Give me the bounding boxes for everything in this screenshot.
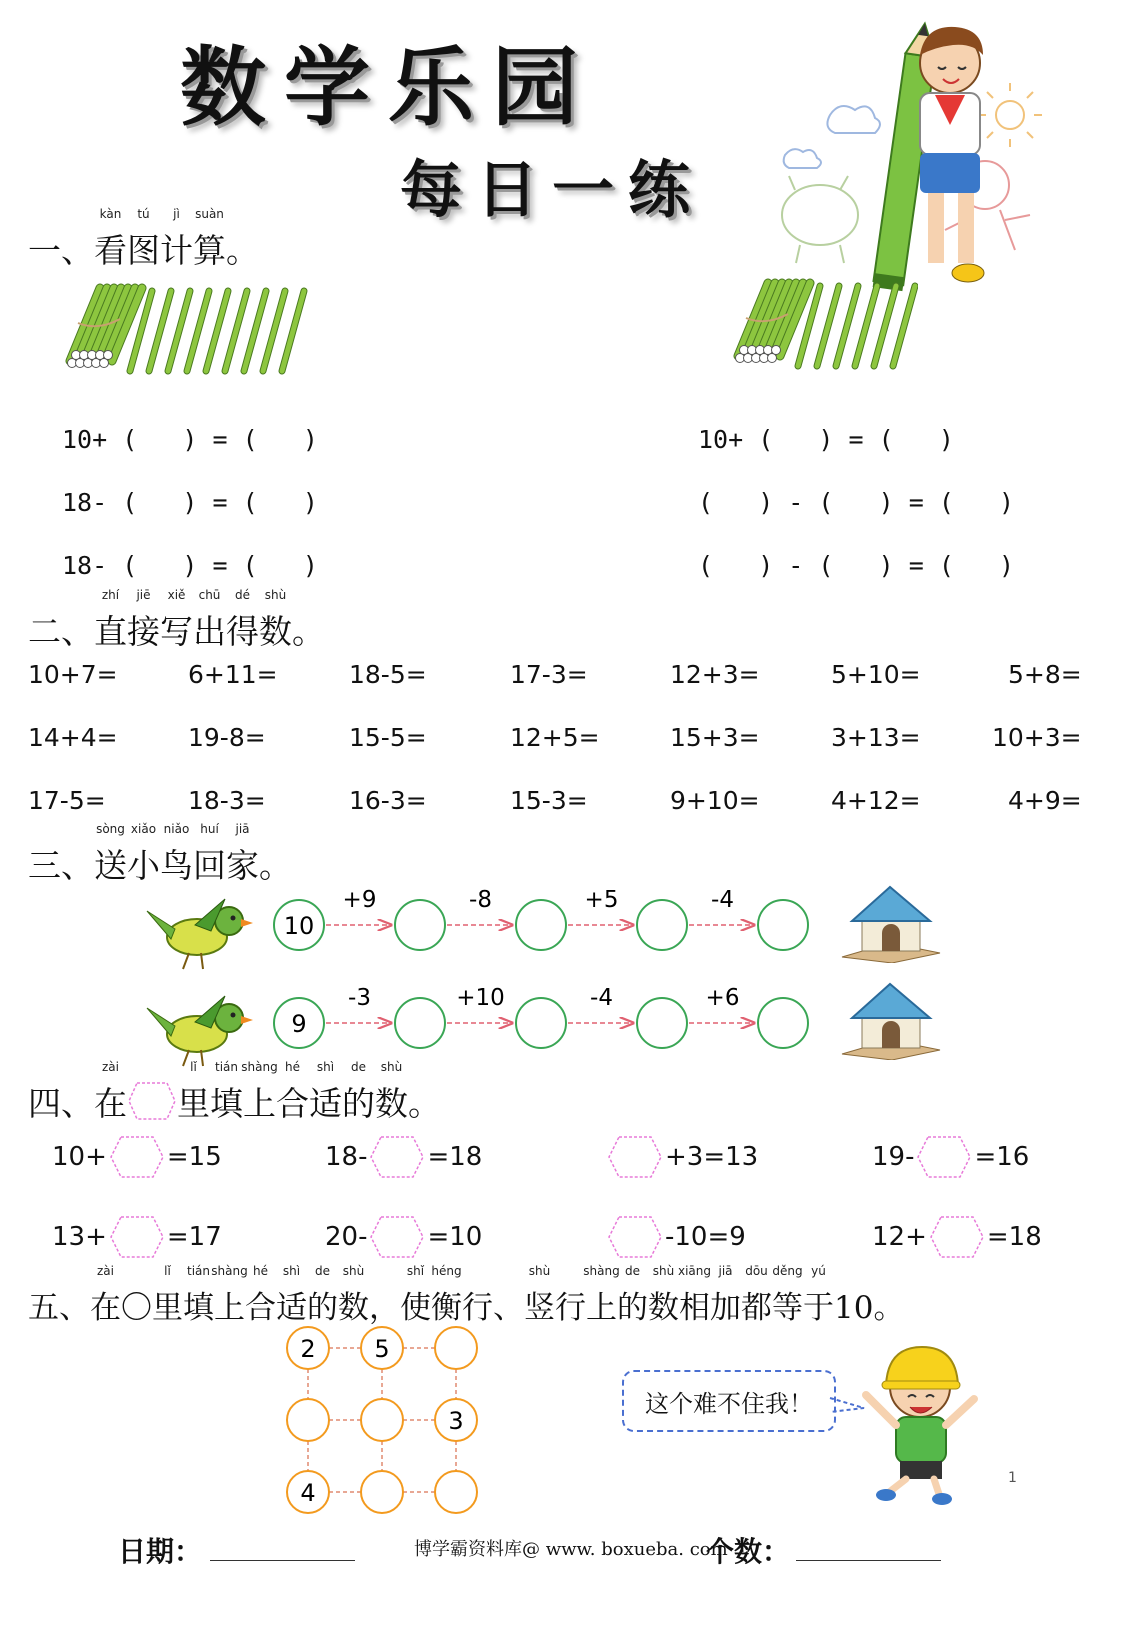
chain-circle [516, 998, 566, 1048]
heading-char: 数 shù [648, 1264, 679, 1326]
hex-exercise-post: =16 [974, 1142, 1030, 1172]
heading-char: 计 jì [160, 207, 193, 270]
heading-char: 得 dé [226, 588, 259, 651]
chain-start-number: 9 [291, 1010, 307, 1038]
pinyin: zhí [101, 588, 120, 602]
hex-exercise [325, 1215, 482, 1259]
section2-number: 二、 [28, 612, 94, 651]
heading-char: 于 yú [803, 1264, 834, 1326]
pinyin: zài [97, 1264, 114, 1278]
hex-exercise-post: =15 [166, 1142, 222, 1172]
bird-icon [145, 893, 253, 971]
pinyin: tián [187, 1264, 210, 1278]
pinyin: dōu [745, 1264, 768, 1278]
answer-hexagon[interactable] [109, 1215, 165, 1259]
heading-char: 小 xiǎo [127, 822, 160, 885]
s1-left-eq-2: 18- ( ) = ( ) [62, 488, 318, 517]
hex-exercise-pre: 20- [325, 1222, 368, 1252]
heading-char: 数 shù [259, 588, 292, 651]
section3-number: 三、 [28, 846, 94, 885]
section4-end-mark: 。 [408, 1084, 441, 1123]
pinyin: de [315, 1264, 330, 1278]
drill-item: 17-3= [510, 660, 588, 689]
date-label: 日期： [118, 1535, 203, 1568]
drill-item: 4+12= [831, 786, 921, 815]
answer-hexagon[interactable] [109, 1135, 165, 1179]
grid-circle-blank [361, 1471, 403, 1513]
section2-heading [28, 588, 325, 653]
pinyin: shǐ [406, 1264, 425, 1278]
house-icon [838, 980, 943, 1060]
heading-char: 图 tú [127, 207, 160, 270]
heading-char: 上 shàng [583, 1264, 620, 1326]
heading-char: 行 [555, 1290, 586, 1326]
bird-chain-2 [265, 983, 825, 1063]
heading-char: 相 xiāng [677, 1264, 712, 1326]
pinyin: shàng [211, 1264, 248, 1278]
section5-number: 五、 [28, 1290, 90, 1326]
answer-hexagon[interactable] [929, 1215, 985, 1259]
pinyin: lǐ [190, 1060, 197, 1074]
section1-number: 一、 [28, 231, 94, 270]
drill-item: 12+5= [510, 723, 600, 752]
heading-char: 在 zài [94, 1060, 127, 1123]
heading-char: 算 suàn [193, 207, 226, 270]
section4-heading [28, 1060, 441, 1125]
watermark-text: 博学霸资料库@ www. boxueba. com [410, 1535, 732, 1561]
heading-char: 写 xiě [160, 588, 193, 651]
heading-char: 家 jiā [226, 822, 259, 885]
pinyin: lǐ [164, 1264, 171, 1278]
pinyin: tú [137, 207, 150, 221]
date-input-line[interactable] [210, 1560, 355, 1561]
s1-right-eq-1: 10+ ( ) = ( ) [698, 425, 954, 454]
chain-circle [758, 998, 808, 1048]
drill-item: 4+9= [1008, 786, 1082, 815]
s1-left-eq-3: 18- ( ) = ( ) [62, 551, 318, 580]
heading-char: 的 de [307, 1264, 338, 1326]
drill-item: 15+3= [670, 723, 760, 752]
section5-end-mark: 。 [873, 1290, 905, 1326]
number-grid [282, 1320, 492, 1515]
answer-hexagon[interactable] [369, 1135, 425, 1179]
pinyin: hé [285, 1060, 300, 1074]
drill-item: 16-3= [349, 786, 427, 815]
pinyin: shù [264, 588, 287, 602]
answer-hexagon[interactable] [607, 1135, 663, 1179]
bird-icon [145, 990, 253, 1068]
pinyin: jiā [235, 822, 250, 836]
section1-heading [28, 207, 259, 272]
heading-char: 送 sòng [94, 822, 127, 885]
hex-exercise-post: =18 [427, 1142, 483, 1172]
pinyin: shù [342, 1264, 365, 1278]
drill-item: 10+3= [992, 723, 1082, 752]
hex-exercise-pre: 10+ [52, 1142, 107, 1172]
drill-item: 10+7= [28, 660, 118, 689]
pinyin: hé [253, 1264, 268, 1278]
heading-char: 上 shàng [241, 1060, 278, 1123]
grid-circle-blank [435, 1471, 477, 1513]
heading-char: 行 [462, 1290, 493, 1326]
pinyin: héng [431, 1264, 462, 1278]
hex-exercise [872, 1215, 1042, 1259]
hex-exercise [872, 1135, 1029, 1179]
chain-start-number: 10 [283, 912, 315, 940]
heading-char: ， [369, 1290, 400, 1326]
heading-char: 里 lǐ [152, 1264, 183, 1326]
section1-end-mark: 。 [226, 231, 259, 270]
drill-item: 5+10= [831, 660, 921, 689]
heading-char: 合 hé [276, 1060, 309, 1123]
grid-number: 2 [300, 1335, 316, 1363]
heading-char: 接 jiē [127, 588, 160, 651]
pinyin: chū [198, 588, 221, 602]
grid-circle-blank [435, 1327, 477, 1369]
section2-end-mark: 。 [292, 612, 325, 651]
boy-with-pencil-illustration [760, 15, 1050, 305]
heading-char: 等 děng [772, 1264, 803, 1326]
heading-char: 10 [834, 1290, 874, 1326]
heading-char: 竖 shù [524, 1264, 555, 1326]
house-icon [838, 883, 943, 963]
hex-exercises [0, 1135, 1125, 1275]
kid-yellow-hat-illustration [850, 1345, 980, 1505]
chain-circle [637, 998, 687, 1048]
heading-char: 的 de [342, 1060, 375, 1123]
pinyin: xiāng [677, 1264, 712, 1278]
chain-operation: -4 [711, 887, 734, 913]
hex-exercise-post: +3=13 [665, 1142, 759, 1172]
pinyin: xiǎo [130, 822, 157, 836]
heading-char: 数 shù [338, 1264, 369, 1326]
page-title: 数学乐园 [180, 37, 596, 138]
bundle-sticks-right [728, 278, 918, 373]
pinyin: shàng [241, 1060, 278, 1074]
hex-exercise-post: =18 [986, 1222, 1042, 1252]
hex-exercise-post: =10 [427, 1222, 483, 1252]
heading-char: 回 huí [193, 822, 226, 885]
pinyin: xiě [167, 588, 186, 602]
hex-exercise [605, 1135, 758, 1179]
chain-operation: +9 [342, 887, 377, 913]
heading-char: 〇 [121, 1290, 152, 1326]
bird-chain-1 [265, 885, 825, 965]
chain-operation: -8 [469, 887, 492, 913]
drill-item: 15-3= [510, 786, 588, 815]
pinyin: de [625, 1264, 640, 1278]
pinyin: jiē [136, 588, 151, 602]
chain-operation: +10 [456, 985, 505, 1011]
hex-exercise [605, 1215, 746, 1259]
drill-item: 17-5= [28, 786, 106, 815]
pinyin: shù [380, 1060, 403, 1074]
pinyin: dé [235, 588, 250, 602]
chain-operation: +5 [584, 887, 619, 913]
hex-exercise-pre: 19- [872, 1142, 915, 1172]
pinyin: tián [215, 1060, 238, 1074]
chain-operation: -4 [590, 985, 613, 1011]
drill-item: 5+8= [1008, 660, 1082, 689]
hex-exercise-pre: 13+ [52, 1222, 107, 1252]
heading-char: 填 tián [210, 1060, 243, 1123]
pinyin: shì [316, 1060, 335, 1074]
pinyin: děng [772, 1264, 803, 1278]
hex-exercise-post: =17 [166, 1222, 222, 1252]
heading-char: 出 chū [193, 588, 226, 651]
pinyin: jì [173, 207, 180, 221]
pinyin: suàn [195, 207, 224, 221]
grid-number: 5 [374, 1335, 390, 1363]
s1-left-eq-1: 10+ ( ) = ( ) [62, 425, 318, 454]
heading-char: 直 zhí [94, 588, 127, 651]
heading-char: 填 tián [183, 1264, 214, 1326]
bundle-sticks-left [60, 283, 310, 378]
speech-bubble [622, 1370, 836, 1432]
answer-hexagon[interactable] [916, 1135, 972, 1179]
page-number: 1 [1008, 1470, 1017, 1486]
drill-item: 9+10= [670, 786, 760, 815]
s1-right-eq-3: ( ) - ( ) = ( ) [698, 551, 1015, 580]
drill-item: 18-3= [188, 786, 266, 815]
drill-item: 19-8= [188, 723, 266, 752]
grid-number: 3 [448, 1407, 464, 1435]
heading-char: 衡 héng [431, 1264, 462, 1326]
pinyin: de [351, 1060, 366, 1074]
chain-circle [395, 998, 445, 1048]
drill-item: 15-5= [349, 723, 427, 752]
hex-exercise [52, 1135, 222, 1179]
heading-char: 鸟 niǎo [160, 822, 193, 885]
drill-item: 12+3= [670, 660, 760, 689]
pinyin: zài [102, 1060, 119, 1074]
hex-exercise [325, 1135, 482, 1179]
section4-number: 四、 [28, 1084, 94, 1123]
count-input-line[interactable] [796, 1560, 941, 1561]
heading-char: 看 kàn [94, 207, 127, 270]
answer-hexagon[interactable] [607, 1215, 663, 1259]
heading-char: 使 shǐ [400, 1264, 431, 1326]
heading-char: 加 jiā [710, 1264, 741, 1326]
drill-item: 3+13= [831, 723, 921, 752]
heading-char: 适 shì [276, 1264, 307, 1326]
chain-circle [637, 900, 687, 950]
grid-circle-blank [287, 1399, 329, 1441]
heading-char: 合 hé [245, 1264, 276, 1326]
hexagon-icon [127, 1081, 177, 1123]
speech-text: 这个难不住我！ [645, 1389, 813, 1418]
hex-exercise-pre: 18- [325, 1142, 368, 1172]
section3-heading [28, 822, 292, 887]
pinyin: yú [811, 1264, 826, 1278]
pinyin: huí [200, 822, 219, 836]
chain-circle [516, 900, 566, 950]
heading-char: 里 lǐ [177, 1060, 210, 1123]
answer-hexagon[interactable] [369, 1215, 425, 1259]
heading-char: 数 shù [375, 1060, 408, 1123]
page-subtitle: 每日一练 [400, 153, 705, 226]
heading-char: 都 dōu [741, 1264, 772, 1326]
hex-exercise [52, 1215, 222, 1259]
pinyin: sòng [96, 822, 125, 836]
drill-item: 18-5= [349, 660, 427, 689]
heading-char: 在 zài [90, 1264, 121, 1326]
pinyin: shù [528, 1264, 551, 1278]
hex-exercise-post: -10=9 [665, 1222, 746, 1252]
chain-operation: -3 [348, 985, 371, 1011]
heading-char: 适 shì [309, 1060, 342, 1123]
heading-char: 上 shàng [211, 1264, 248, 1326]
pinyin: shàng [583, 1264, 620, 1278]
chain-circle [395, 900, 445, 950]
pinyin: kàn [99, 207, 122, 221]
pinyin: niǎo [163, 822, 190, 836]
heading-char: 、 [493, 1290, 524, 1326]
section3-end-mark: 。 [259, 846, 292, 885]
drill-item: 6+11= [188, 660, 278, 689]
pinyin: shù [652, 1264, 675, 1278]
hex-exercise-pre: 12+ [872, 1222, 927, 1252]
pinyin: shì [282, 1264, 301, 1278]
grid-number: 4 [300, 1479, 316, 1507]
chain-operation: +6 [705, 985, 740, 1011]
heading-char: 的 de [617, 1264, 648, 1326]
pinyin: jiā [718, 1264, 733, 1278]
grid-circle-blank [361, 1399, 403, 1441]
count-label: 个数： [706, 1535, 791, 1568]
drill-item: 14+4= [28, 723, 118, 752]
s1-right-eq-2: ( ) - ( ) = ( ) [698, 488, 1015, 517]
chain-circle [758, 900, 808, 950]
